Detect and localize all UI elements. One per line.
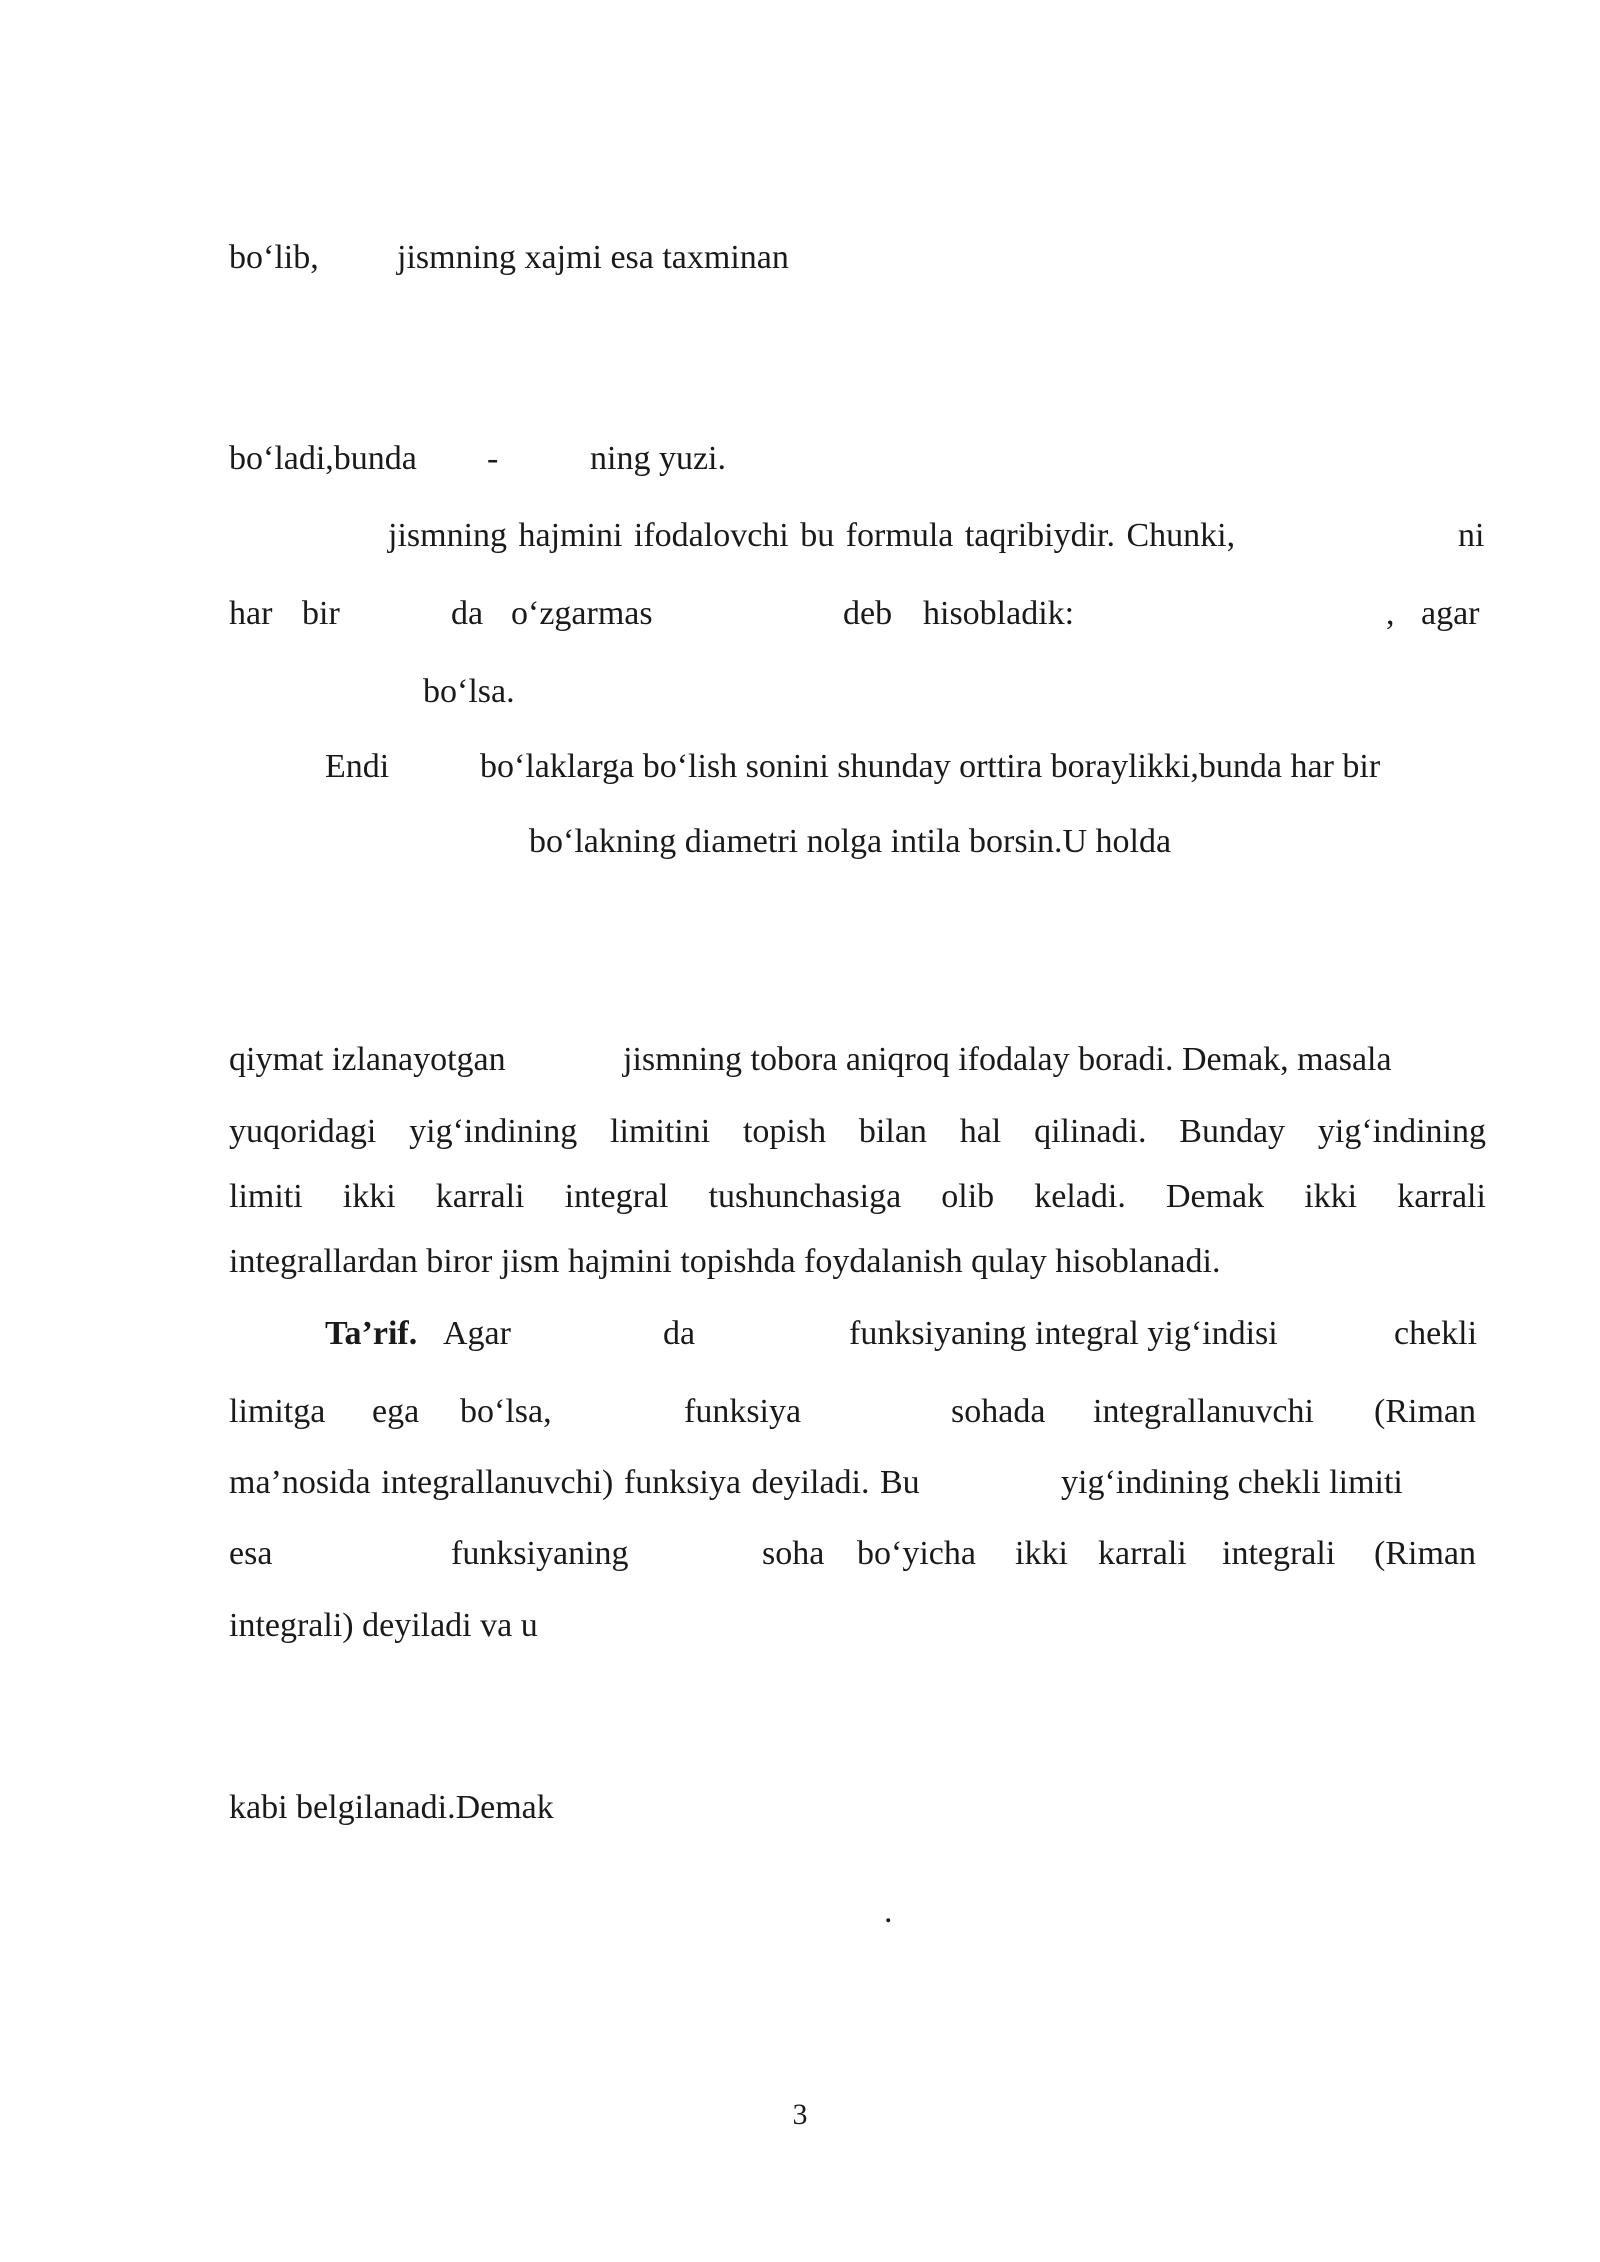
text-fragment: hisobladik: bbox=[923, 595, 1075, 632]
word: karrali bbox=[1098, 1535, 1187, 1572]
text-fragment: da bbox=[663, 1315, 696, 1352]
text-fragment: kabi belgilanadi.Demak bbox=[229, 1789, 554, 1826]
text-fragment: bo‘lakning diametri nolga intila borsin.U holda bbox=[529, 823, 1172, 860]
definition-label: Ta’rif. bbox=[325, 1315, 418, 1352]
text-fragment: ni bbox=[1458, 517, 1485, 554]
text-fragment: yig‘indining chekli limiti bbox=[1061, 1464, 1403, 1501]
text-fragment: , bbox=[1386, 595, 1395, 632]
text-fragment: da bbox=[451, 595, 484, 632]
text-fragment: deb bbox=[843, 595, 893, 632]
text-fragment: funksiyaning integral yig‘indisi bbox=[849, 1315, 1278, 1352]
text-fragment: chekli bbox=[1394, 1315, 1478, 1352]
word: (Riman bbox=[1374, 1535, 1476, 1572]
word: Demak bbox=[1165, 1178, 1265, 1215]
word: (Riman bbox=[1374, 1393, 1476, 1430]
text-fragment: ning yuzi. bbox=[590, 440, 726, 477]
word: yig‘indining bbox=[409, 1113, 578, 1150]
word: yig‘indining bbox=[1317, 1113, 1486, 1150]
text-fragment: jismning hajmini ifodalovchi bu formula taqribiydir. Chunki, bbox=[388, 517, 1236, 554]
word: integrallanuvchi bbox=[1093, 1393, 1314, 1430]
text-fragment: qiymat izlanayotgan bbox=[229, 1041, 506, 1078]
text-fragment: ma’nosida integrallanuvchi) funksiya deyiladi. Bu bbox=[229, 1464, 920, 1501]
word: tushunchasiga bbox=[708, 1178, 902, 1215]
word: topish bbox=[742, 1113, 827, 1150]
word: karrali bbox=[1397, 1178, 1486, 1215]
word: funksiyaning bbox=[451, 1535, 629, 1572]
text-fragment: bo‘lib, bbox=[229, 239, 319, 276]
word: keladi. bbox=[1034, 1178, 1126, 1215]
page-number: 3 bbox=[792, 2098, 808, 2131]
word: qilinadi. bbox=[1034, 1113, 1147, 1150]
text-fragment: har bbox=[229, 595, 273, 632]
word: limitini bbox=[610, 1113, 711, 1150]
word: limiti bbox=[229, 1178, 303, 1215]
word: ega bbox=[372, 1393, 420, 1430]
word: ikki bbox=[1304, 1178, 1358, 1215]
word: limitga bbox=[229, 1393, 326, 1430]
word: Bunday bbox=[1179, 1113, 1286, 1150]
word: ikki bbox=[1015, 1535, 1068, 1572]
word: bilan bbox=[858, 1113, 927, 1150]
text-fragment: bo‘ladi,bunda bbox=[229, 440, 417, 477]
text-fragment: Endi bbox=[325, 748, 390, 785]
word: bo‘lsa, bbox=[460, 1393, 552, 1430]
text-fragment: o‘zgarmas bbox=[511, 595, 653, 632]
word: karrali bbox=[435, 1178, 525, 1215]
text-fragment: bo‘laklarga bo‘lish sonini shunday orttira boraylikki,bunda har bir bbox=[480, 748, 1381, 785]
text-fragment: bo‘lsa. bbox=[423, 673, 515, 710]
text-fragment: jismning tobora aniqroq ifodalay boradi. Demak, masala bbox=[623, 1041, 1392, 1078]
word: ikki bbox=[342, 1178, 396, 1215]
text-fragment: jismning xajmi esa taxminan bbox=[397, 239, 789, 276]
text-fragment: integrallardan biror jism hajmini topishda foydalanish qulay hisoblanadi. bbox=[229, 1243, 1221, 1280]
word: olib bbox=[941, 1178, 995, 1215]
word: yuqoridagi bbox=[229, 1113, 377, 1150]
word: hal bbox=[959, 1113, 1002, 1150]
word: funksiya bbox=[684, 1393, 802, 1430]
word: bo‘yicha bbox=[857, 1535, 976, 1572]
text-fragment: - bbox=[487, 440, 499, 477]
word: soha bbox=[762, 1535, 825, 1572]
justified-line bbox=[229, 1110, 1486, 1154]
text-fragment: integrali) deyiladi va u bbox=[229, 1607, 538, 1644]
word: integral bbox=[564, 1178, 669, 1215]
word: integrali bbox=[1222, 1535, 1336, 1572]
text-fragment: Agar bbox=[443, 1315, 511, 1352]
justified-line bbox=[229, 1175, 1486, 1219]
text-fragment: . bbox=[884, 1893, 893, 1930]
text-fragment: bir bbox=[302, 595, 340, 632]
word: sohada bbox=[951, 1393, 1046, 1430]
word: esa bbox=[229, 1535, 273, 1572]
text-fragment: agar bbox=[1421, 595, 1480, 632]
